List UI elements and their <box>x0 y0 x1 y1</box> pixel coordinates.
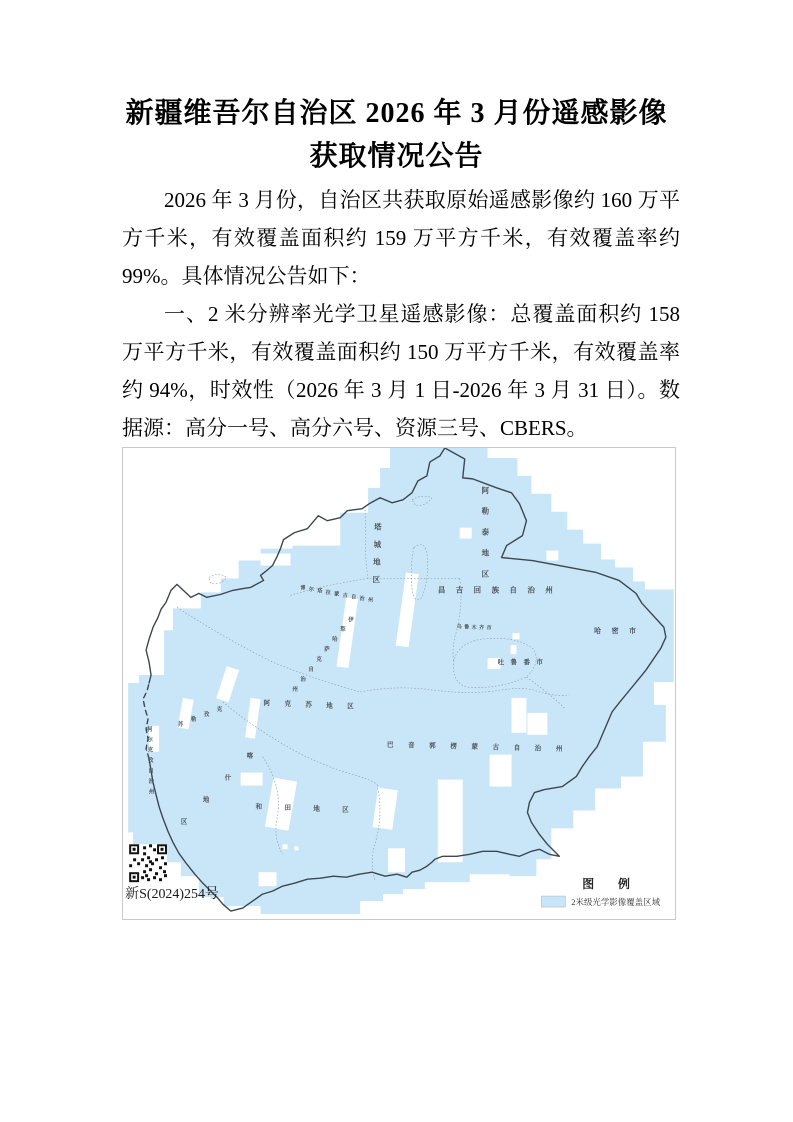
label-urumqi: 乌 鲁 木 齐 市 <box>456 625 492 632</box>
label-bortala: 博 尔 塔 拉 蒙 古 自 治 州 <box>300 586 374 604</box>
map-legend <box>541 876 660 907</box>
label-hotan: 和 田 地 区 <box>255 803 349 814</box>
label-tacheng: 塔城地区 <box>372 522 382 584</box>
qr-code <box>129 844 167 882</box>
coverage-map <box>122 447 676 920</box>
label-changji: 昌 吉 回 族 自 治 州 <box>437 585 553 595</box>
label-turpan: 吐 鲁 番 市 <box>497 659 543 667</box>
paragraph-detail: 一、2 米分辨率光学卫星遥感影像：总覆盖面积约 158 万平方千米，有效覆盖面积约 150 万平方千米，有效覆盖率约 94%，时效性（2026 年 3 月 1 日-2026 年 3 月 31 日）。数据源：高分一号、高分六号、资源三号、CBERS。 <box>122 302 680 440</box>
label-kizilsu-upper: 克孜勒苏 <box>177 706 223 728</box>
label-kashgar: 喀什地区 <box>180 752 254 826</box>
legend-swatch <box>541 896 565 907</box>
paragraph-summary: 2026 年 3 月份，自治区共获取原始遥感影像约 160 万平方千米，有效覆盖面积约 159 万平方千米，有效覆盖率约 99%。具体情况公告如下： <box>122 188 680 288</box>
document-body <box>122 181 680 447</box>
title-line-2: 获取情况公告 <box>309 141 484 172</box>
label-kizilsu-lower: 柯尔克孜自治州 <box>147 726 155 796</box>
approval-number: 新S(2024)254号 <box>125 887 219 903</box>
label-altay: 阿勒泰地区 <box>481 485 490 579</box>
label-aksu: 阿 克 苏 地 区 <box>263 699 354 711</box>
legend-item-label: 2米级光学影像覆盖区域 <box>571 897 661 908</box>
page-title <box>0 0 793 178</box>
legend-title: 图 例 <box>582 877 636 892</box>
coverage-area-shape <box>128 448 674 914</box>
label-bayingol: 巴 音 郭 楞 蒙 古 自 治 州 <box>387 741 563 753</box>
label-hami: 哈 密 市 <box>594 627 636 636</box>
coverage-map-svg <box>123 448 675 919</box>
label-yili: 伊犁哈萨克自治州 <box>292 617 354 693</box>
title-line-1: 新疆维吾尔自治区 2026 年 3 月份遥感影像 <box>125 98 668 129</box>
